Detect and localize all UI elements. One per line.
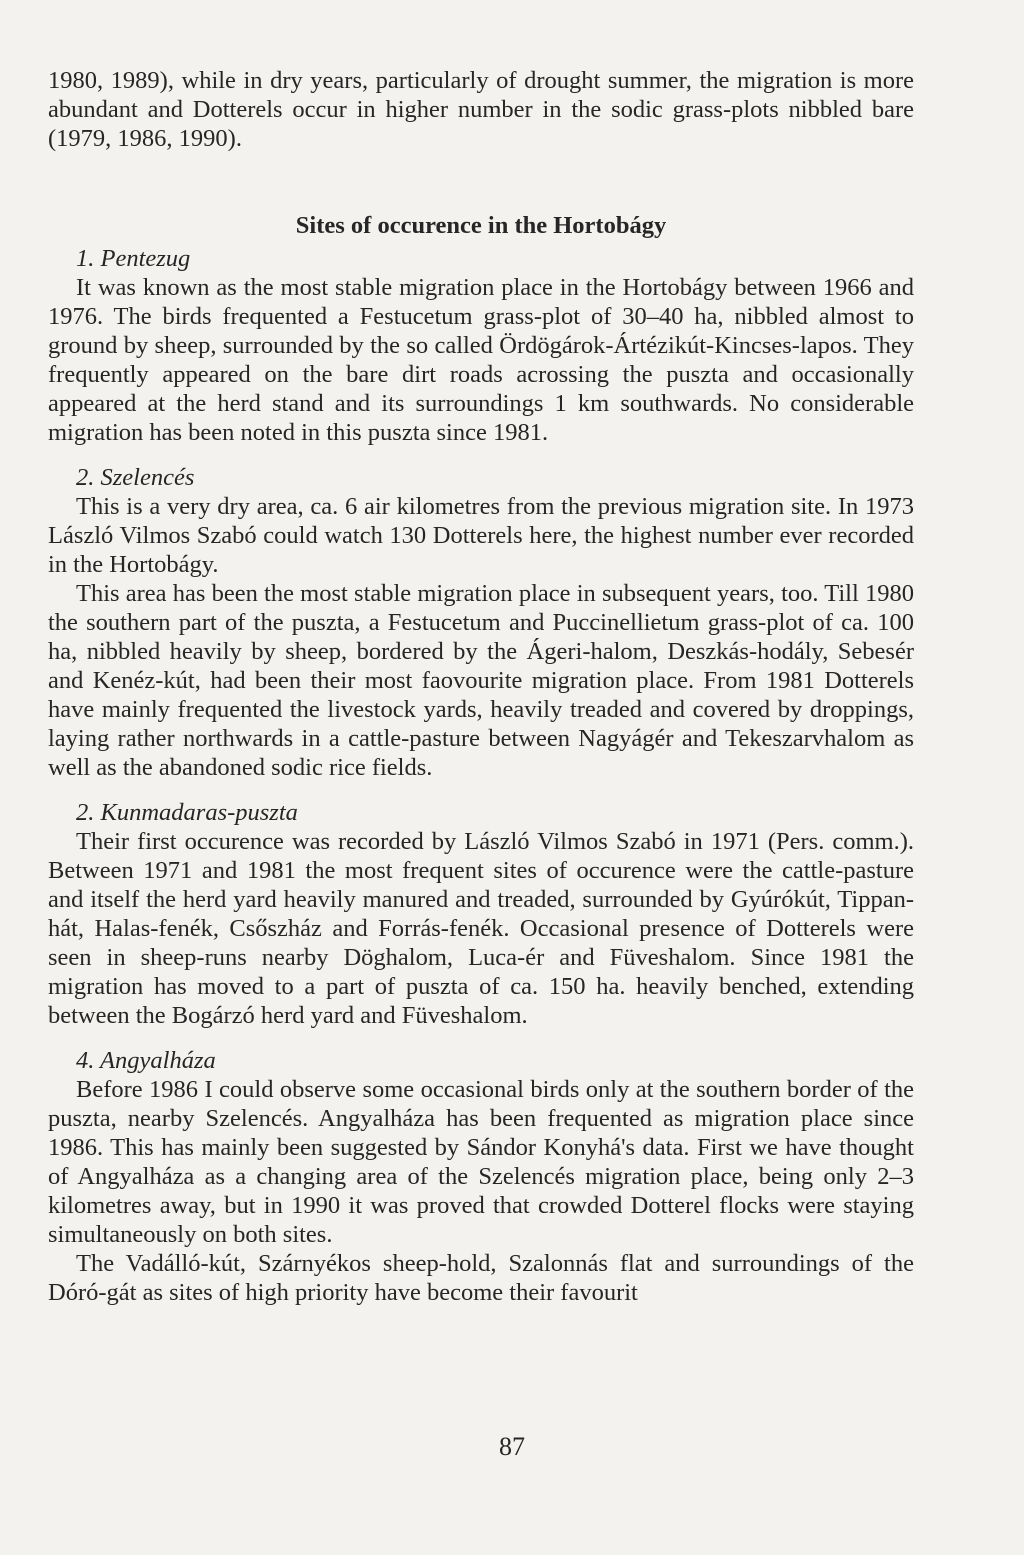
page-body — [48, 66, 914, 1307]
section-heading: Sites of occurence in the Hortobágy — [295, 212, 667, 239]
site-paragraph-pentezug: It was known as the most stable migration place in the Hortobágy between 1966 and 1976. The birds frequented a Festucetum grass-plot of 30–40 ha, nibbled almost to ground by sheep, surrounded by the so called Ördögárok-Ártézikút-Kincses-lapos. They frequently appeared on the bare dirt roads acrossing the puszta and occasionally appeared at the herd stand and its surroundings 1 km southwards. No considerable migration has been noted in this puszta since 1981. — [48, 274, 914, 446]
site-title-kunmadaras: 2. Kunmadaras-puszta — [76, 799, 298, 826]
site-paragraph-kunmadaras: Their first occurence was recorded by László Vilmos Szabó in 1971 (Pers. comm.). Between 1971 and 1981 the most frequent sites of occurence were the cattle-pasture and itself the herd yard heavily manured and treaded, surrounded by Gyúrókút, Tippan-hát, Halas-fenék, Csőszház and Forrás-fenék. Occasional presence of Dotterels were seen in sheep-runs nearby Döghalom, Luca-ér and Füveshalom. Since 1981 the migration has moved to a part of puszta of ca. 150 ha. heavily benched, extending between the Bogárzó herd yard and Füveshalom. — [48, 828, 914, 1029]
site-title-angyalhaza: 4. Angyalháza — [76, 1047, 216, 1074]
page-number: 87 — [499, 1432, 525, 1461]
site-paragraph-szelences-1: This is a very dry area, ca. 6 air kilometres from the previous migration site. In 1973 László Vilmos Szabó could watch 130 Dotterels here, the highest number ever recorded in the Hortobágy. — [48, 493, 914, 578]
intro-paragraph: 1980, 1989), while in dry years, particularly of drought summer, the migration is more abundant and Dotterels occur in higher number in the sodic grass-plots nibbled bare (1979, 1986, 1990). — [48, 67, 914, 152]
site-paragraph-angyalhaza-2: The Vadálló-kút, Szárnyékos sheep-hold, Szalonnás flat and surroundings of the Dóró-gát as sites of high priority have become their favourit — [48, 1250, 914, 1306]
site-title-szelences: 2. Szelencés — [76, 464, 195, 491]
site-paragraph-szelences-2: This area has been the most stable migration place in subsequent years, too. Till 1980 the southern part of the puszta, a Festucetum and Puccinellietum grass-plot of ca. 100 ha, nibbled heavily by sheep, bordered by the Ágeri-halom, Deszkás-hodály, Sebesér and Kenéz-kút, had been their most faovourite migration place. From 1981 Dotterels have mainly frequented the livestock yards, heavily treaded and covered by droppings, laying rather northwards in a cattle-pasture between Nagyágér and Tekeszarvhalom as well as the abandoned sodic rice fields. — [48, 580, 914, 781]
site-title-pentezug: 1. Pentezug — [76, 245, 191, 272]
site-paragraph-angyalhaza-1: Before 1986 I could observe some occasional birds only at the southern border of the puszta, nearby Szelencés. Angyalháza has been frequented as migration place since 1986. This has mainly been suggested by Sándor Konyhá's data. First we have thought of Angyalháza as a changing area of the Szelencés migration place, being only 2–3 kilometres away, but in 1990 it was proved that crowded Dotterel flocks were staying simultaneously on both sites. — [48, 1076, 914, 1248]
